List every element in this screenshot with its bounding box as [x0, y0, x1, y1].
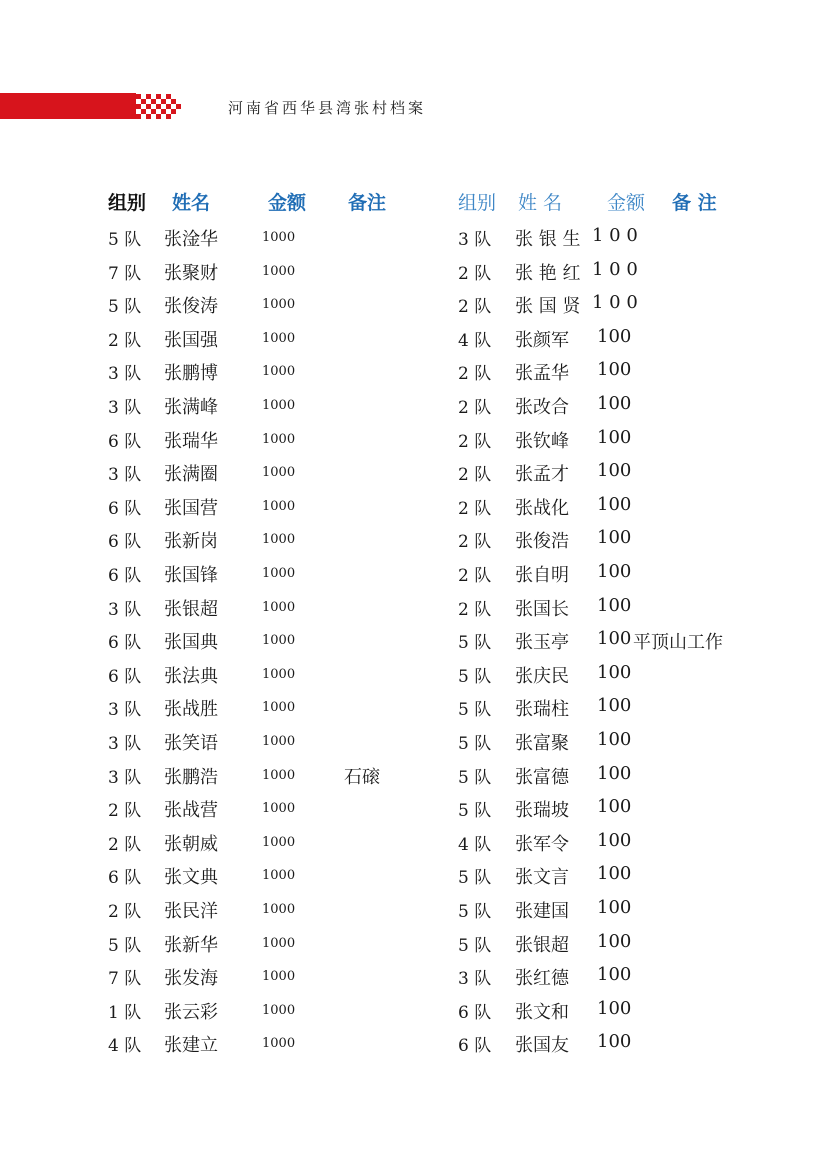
left-group-cell: 1 队 [108, 1002, 142, 1023]
right-group-cell: 2 队 [458, 297, 492, 318]
right-name-cell: 张银超 [515, 934, 569, 956]
left-group-cell: 2 队 [108, 902, 142, 922]
right-group-cell: 5 队 [458, 801, 492, 822]
right-name-cell: 张俊浩 [515, 531, 569, 553]
left-header-name: 姓名 [172, 192, 211, 214]
right-group-cell: 2 队 [458, 566, 492, 586]
right-group-cell: 2 队 [458, 498, 492, 519]
right-header-note: 备 注 [672, 192, 717, 214]
left-group-cell: 3 队 [108, 398, 142, 418]
right-name-cell: 张瑞坡 [515, 800, 569, 822]
right-name-cell: 张颜军 [515, 329, 569, 351]
left-amount-cell: 1000 [262, 767, 296, 783]
right-name-cell: 张战化 [515, 497, 569, 519]
right-name-cell: 张红德 [515, 968, 569, 990]
right-name-cell: 张孟才 [515, 464, 569, 486]
left-amount-cell: 1000 [262, 666, 296, 682]
left-name-cell: 张国典 [164, 632, 218, 654]
right-amount-cell: 1 0 0 [592, 292, 638, 314]
left-name-cell: 张国锋 [164, 565, 218, 586]
left-amount-cell: 1000 [262, 263, 296, 279]
left-group-cell: 5 队 [108, 935, 142, 956]
right-name-cell: 张 银 生 [515, 229, 581, 250]
left-group-cell: 2 队 [108, 801, 142, 822]
right-group-cell: 5 队 [458, 868, 492, 889]
left-amount-cell: 1000 [262, 700, 296, 716]
right-name-cell: 张富德 [515, 766, 569, 788]
left-amount-cell: 1000 [262, 566, 296, 581]
right-amount-cell: 100 [597, 426, 632, 448]
left-name-cell: 张建立 [164, 1035, 218, 1057]
left-amount-cell: 1000 [262, 734, 296, 749]
right-group-cell: 3 队 [458, 230, 492, 250]
right-name-cell: 张改合 [515, 397, 569, 418]
left-note-cell: 石磙 [344, 766, 380, 788]
right-group-cell: 2 队 [458, 532, 492, 553]
left-name-cell: 张笑语 [164, 733, 218, 754]
left-group-cell: 2 队 [108, 330, 142, 351]
left-group-cell: 6 队 [108, 868, 142, 889]
right-amount-cell: 100 [597, 863, 632, 885]
left-amount-cell: 1000 [262, 431, 296, 447]
right-amount-cell: 100 [597, 561, 632, 582]
left-group-cell: 4 队 [108, 1036, 142, 1057]
left-name-cell: 张战胜 [164, 699, 218, 721]
right-name-cell: 张国友 [515, 1035, 569, 1057]
right-group-cell: 4 队 [458, 330, 492, 351]
right-amount-cell: 100 [597, 460, 632, 482]
left-name-cell: 张战营 [164, 800, 218, 822]
right-amount-cell: 100 [597, 527, 632, 549]
left-group-cell: 3 队 [108, 364, 142, 385]
right-group-cell: 2 队 [458, 263, 492, 284]
left-name-cell: 张满峰 [164, 397, 218, 418]
left-amount-cell: 1000 [262, 935, 296, 951]
left-group-cell: 3 队 [108, 734, 142, 754]
right-amount-cell: 100 [597, 729, 632, 750]
left-header-amount: 金额 [268, 192, 307, 214]
right-name-cell: 张富聚 [515, 733, 569, 754]
right-name-cell: 张文和 [515, 1001, 569, 1023]
right-amount-cell: 100 [597, 1031, 632, 1053]
right-group-cell: 5 队 [458, 935, 492, 956]
checker-pattern-icon [136, 93, 184, 119]
right-group-cell: 5 队 [458, 734, 492, 754]
left-name-cell: 张聚财 [164, 262, 218, 284]
left-name-cell: 张云彩 [164, 1001, 218, 1023]
left-amount-cell: 1000 [262, 498, 296, 514]
right-amount-cell: 100 [597, 829, 632, 851]
right-group-cell: 5 队 [458, 666, 492, 687]
left-header-note: 备注 [348, 192, 387, 214]
left-amount-cell: 1000 [262, 465, 296, 481]
left-name-cell: 张法典 [164, 665, 218, 687]
left-amount-cell: 1000 [262, 902, 296, 917]
left-group-cell: 6 队 [108, 498, 142, 519]
right-name-cell: 张建国 [515, 901, 569, 922]
left-amount-cell: 1000 [262, 230, 296, 245]
right-name-cell: 张国长 [515, 598, 569, 620]
left-amount-cell: 1000 [262, 834, 296, 850]
header-banner [0, 93, 185, 119]
right-amount-cell: 100 [597, 695, 632, 717]
right-group-cell: 6 队 [458, 1002, 492, 1023]
right-group-cell: 5 队 [458, 700, 492, 721]
left-group-cell: 6 队 [108, 633, 142, 654]
right-amount-cell: 100 [597, 661, 632, 683]
right-amount-cell: 100 [597, 762, 632, 784]
left-group-cell: 3 队 [108, 767, 142, 788]
right-amount-cell: 100 [597, 930, 632, 952]
right-name-cell: 张军令 [515, 833, 569, 855]
right-amount-cell: 1 0 0 [592, 258, 638, 280]
left-group-cell: 3 队 [108, 599, 142, 620]
right-amount-cell: 100 [597, 796, 632, 818]
right-note-cell: 平顶山工作 [633, 632, 723, 654]
document-title: 河南省西华县湾张村档案 [228, 99, 427, 117]
left-amount-cell: 1000 [262, 1002, 296, 1018]
right-group-cell: 2 队 [458, 465, 492, 486]
left-name-cell: 张朝威 [164, 833, 218, 855]
right-amount-cell: 100 [597, 997, 632, 1019]
right-group-cell: 2 队 [458, 364, 492, 385]
right-group-cell: 2 队 [458, 431, 492, 452]
left-group-cell: 6 队 [108, 431, 142, 452]
left-amount-cell: 1000 [262, 969, 296, 985]
left-name-cell: 张发海 [164, 968, 218, 990]
right-name-cell: 张 艳 红 [515, 262, 581, 284]
left-name-cell: 张淦华 [164, 229, 218, 250]
left-group-cell: 6 队 [108, 566, 142, 586]
left-group-cell: 5 队 [108, 297, 142, 318]
right-amount-cell: 100 [597, 325, 632, 347]
left-group-cell: 5 队 [108, 230, 142, 250]
left-group-cell: 6 队 [108, 666, 142, 687]
left-name-cell: 张国营 [164, 497, 218, 519]
right-name-cell: 张孟华 [515, 363, 569, 385]
right-header-group: 组别 [458, 192, 497, 214]
left-amount-cell: 1000 [262, 364, 296, 380]
right-name-cell: 张庆民 [515, 665, 569, 687]
right-group-cell: 4 队 [458, 834, 492, 855]
left-group-cell: 3 队 [108, 465, 142, 486]
right-group-cell: 5 队 [458, 767, 492, 788]
right-name-cell: 张 国 贤 [515, 296, 581, 318]
right-name-cell: 张文言 [515, 867, 569, 889]
left-group-cell: 7 队 [108, 263, 142, 284]
right-header-name: 姓 名 [518, 192, 563, 214]
left-name-cell: 张国强 [164, 329, 218, 351]
right-group-cell: 3 队 [458, 969, 492, 990]
left-group-cell: 3 队 [108, 700, 142, 721]
right-amount-cell: 100 [597, 594, 632, 616]
right-group-cell: 5 队 [458, 633, 492, 654]
left-name-cell: 张俊涛 [164, 296, 218, 318]
right-name-cell: 张自明 [515, 565, 569, 586]
banner-red-bar [0, 93, 136, 119]
left-header-group: 组别 [108, 192, 147, 214]
right-name-cell: 张钦峰 [515, 430, 569, 452]
left-amount-cell: 1000 [262, 633, 296, 649]
right-header-amount: 金额 [607, 192, 646, 214]
left-group-cell: 6 队 [108, 532, 142, 553]
left-amount-cell: 1000 [262, 599, 296, 615]
right-group-cell: 2 队 [458, 398, 492, 418]
right-name-cell: 张瑞柱 [515, 699, 569, 721]
right-name-cell: 张玉亭 [515, 632, 569, 654]
left-name-cell: 张新岗 [164, 531, 218, 553]
left-name-cell: 张文典 [164, 867, 218, 889]
left-amount-cell: 1000 [262, 532, 296, 548]
left-group-cell: 7 队 [108, 969, 142, 990]
right-group-cell: 2 队 [458, 599, 492, 620]
left-amount-cell: 1000 [262, 330, 296, 346]
left-name-cell: 张新华 [164, 934, 218, 956]
left-name-cell: 张鹏博 [164, 363, 218, 385]
right-amount-cell: 100 [597, 897, 632, 918]
left-amount-cell: 1000 [262, 398, 296, 413]
right-amount-cell: 100 [597, 964, 632, 986]
left-group-cell: 2 队 [108, 834, 142, 855]
left-amount-cell: 1000 [262, 1036, 296, 1052]
right-amount-cell: 100 [597, 359, 632, 381]
left-name-cell: 张满圈 [164, 464, 218, 486]
right-group-cell: 5 队 [458, 902, 492, 922]
right-group-cell: 6 队 [458, 1036, 492, 1057]
right-amount-cell: 100 [597, 393, 632, 414]
left-amount-cell: 1000 [262, 297, 296, 313]
right-amount-cell: 100 [597, 493, 632, 515]
left-name-cell: 张鹏浩 [164, 766, 218, 788]
left-name-cell: 张银超 [164, 598, 218, 620]
left-amount-cell: 1000 [262, 868, 296, 884]
right-amount-cell: 100 [597, 628, 632, 650]
right-amount-cell: 1 0 0 [592, 225, 638, 246]
left-name-cell: 张瑞华 [164, 430, 218, 452]
left-amount-cell: 1000 [262, 801, 296, 817]
left-name-cell: 张民洋 [164, 901, 218, 922]
